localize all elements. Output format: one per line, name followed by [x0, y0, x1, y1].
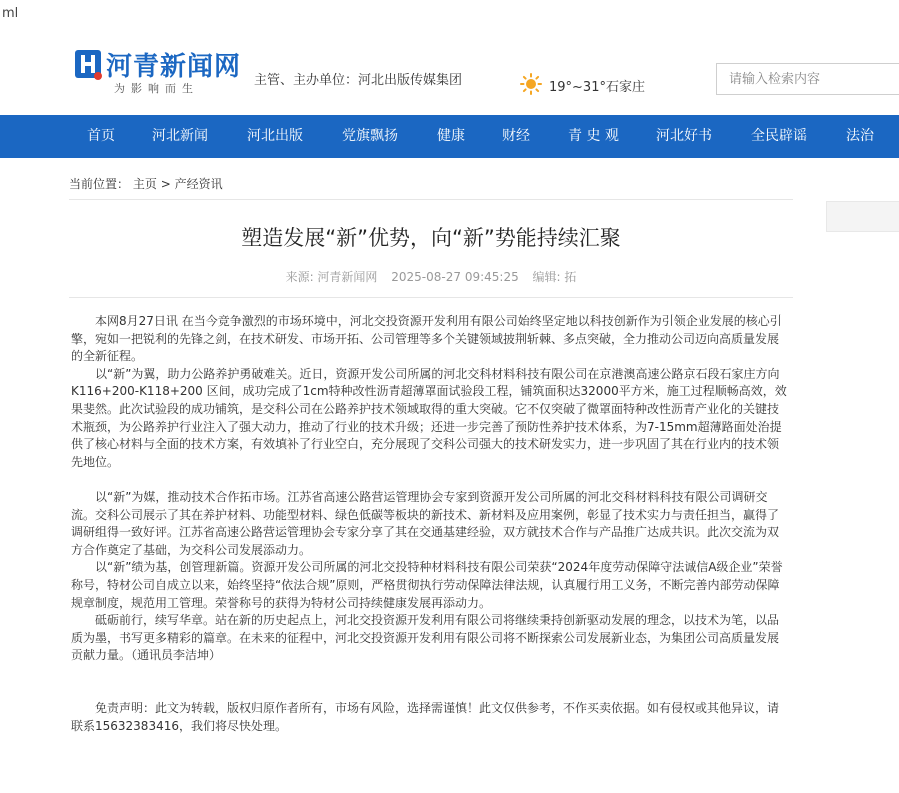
search-box — [716, 63, 899, 95]
sun-icon — [520, 73, 542, 95]
main-nav — [0, 115, 899, 158]
nav-item-rumor-refute[interactable]: 全民辟谣 — [751, 128, 807, 144]
article-paragraph: 以“新”绩为基，创管理新篇。资源开发公司所属的河北交投特种材料科技有限公司荣获“2024年度劳动保障守法诚信A级企业”荣誉称号，特材公司自成立以来，始终坚持“依法合规”原则，严格贯彻执行劳动保障法律法规，认真履行用工义务，不断完善内部劳动保障规章制度，规范用工管理。荣誉称号的获得为特材公司持续健康发展再添动力。 — [71, 560, 783, 610]
paragraph-gap — [71, 665, 787, 683]
nav-item-home[interactable]: 首页 — [87, 128, 115, 144]
breadcrumb-current-link[interactable]: 产经资讯 — [174, 177, 223, 191]
browser-tab-strip — [0, 0, 899, 32]
nav-item-hebei-news[interactable]: 河北新闻 — [152, 128, 208, 144]
browser-tab-text[interactable]: ml — [2, 6, 19, 21]
breadcrumb — [69, 175, 223, 192]
paragraph-gap — [71, 682, 787, 700]
article-paragraph: 砥砺前行，续写华章。站在新的历史起点上，河北交投资源开发利用有限公司将继续秉持创新驱动发展的理念，以技术为笔，以品质为墨，书写更多精彩的篇章。在未来的征程中，河北交投资源开发利用有限公司将不断探索公司发展新业态，为集团公司高质量发展贡献力量。（通讯员李洁坤） — [71, 613, 780, 663]
article-title: 塑造发展“新”优势，向“新”势能持续汇聚 — [241, 226, 621, 250]
disclaimer: 免责声明：此文为转载，版权归原作者所有，市场有风险，选择需谨慎！此文仅供参考，不作买卖依据。如有侵权或其他异议，请联系15632383416，我们将尽快处理。 — [71, 701, 780, 733]
article-body — [71, 313, 787, 735]
sponsor-text: 主管、主办单位：河北出版传媒集团 — [254, 73, 463, 88]
logo-mark-icon — [74, 46, 104, 82]
breadcrumb-prefix: 当前位置： — [69, 177, 130, 191]
article-paragraph: 以“新”为媒，推动技术合作拓市场。江苏省高速公路营运管理协会专家到资源开发公司所属的河北交科材料科技有限公司调研交流。交科公司展示了其在养护材料、功能型材料、绿色低碳等板块的新技术、新材料及应用案例，彰显了技术实力与责任担当，赢得了调研组得一致好评。江苏省高速公路营运管理协会专家分享了其在交通基建经验，双方就技术合作与产品推广达成共识。此次交流为双方合作奠定了基础，为交科公司发展添动力。 — [71, 489, 780, 557]
nav-item-health[interactable]: 健康 — [437, 128, 465, 144]
weather-text: 19°~31°石家庄 — [549, 80, 645, 95]
logo-text: 河青新闻网 — [106, 52, 242, 82]
title-divider — [69, 297, 793, 298]
nav-item-law[interactable]: 法治 — [846, 128, 874, 144]
logo-slogan: 为影响而生 — [114, 82, 199, 95]
nav-item-party-flag[interactable]: 党旗飘扬 — [342, 128, 398, 144]
breadcrumb-separator: > — [160, 177, 171, 191]
sidebar-box — [826, 201, 899, 232]
article-datetime: 2025-08-27 09:45:25 — [391, 270, 519, 284]
article-source: 来源: 河青新闻网 — [285, 270, 378, 284]
nav-item-history[interactable]: 青 史 观 — [568, 128, 619, 144]
breadcrumb-home-link[interactable]: 主页 — [132, 177, 157, 191]
nav-item-good-books[interactable]: 河北好书 — [656, 128, 712, 144]
nav-item-finance[interactable]: 财经 — [502, 128, 530, 144]
site-logo[interactable] — [74, 44, 244, 94]
search-input[interactable] — [727, 64, 899, 94]
nav-item-hebei-publishing[interactable]: 河北出版 — [247, 128, 303, 144]
breadcrumb-divider — [69, 199, 793, 200]
article-paragraph: 本网8月27日讯 在当今竞争激烈的市场环境中，河北交投资源开发利用有限公司始终坚定地以科技创新作为引领企业发展的核心引擎，宛如一把锐利的先锋之剑，在技术研发、市场开拓、公司管理等多个关键领域披荆斩棘、多点突破，全力推动公司迈向高质量发展的全新征程。 — [71, 314, 782, 364]
site-header — [0, 32, 899, 115]
article-meta — [69, 268, 793, 285]
paragraph-gap — [71, 471, 787, 489]
article-editor: 编辑: 拓 — [532, 270, 577, 284]
article-paragraph: 以“新”为翼，助力公路养护勇破难关。近日，资源开发公司所属的河北交科材料科技有限公司在京港澳高速公路京石段石家庄方向K116+200-K118+200 区间，成功完成了1cm特种改性沥青超薄罩面试验段工程，铺筑面积达32000平方米，施工过程顺畅高效，效果斐然。此次试验段的成功铺筑，是交科公司在公路养护技术领域取得的重大突破。它不仅突破了微罩面特种改性沥青产业化的关键技术瓶颈，为公路养护行业注入了强大动力，推动了行业的技术升级；还进一步完善了预防性养护技术体系，为7-15mm超薄路面处治提供了核心材料与全面的技术方案，有效填补了行业空白，充分展现了交科公司强大的技术研发实力，进一步巩固了其在行业内的技术领先地位。 — [71, 366, 787, 469]
